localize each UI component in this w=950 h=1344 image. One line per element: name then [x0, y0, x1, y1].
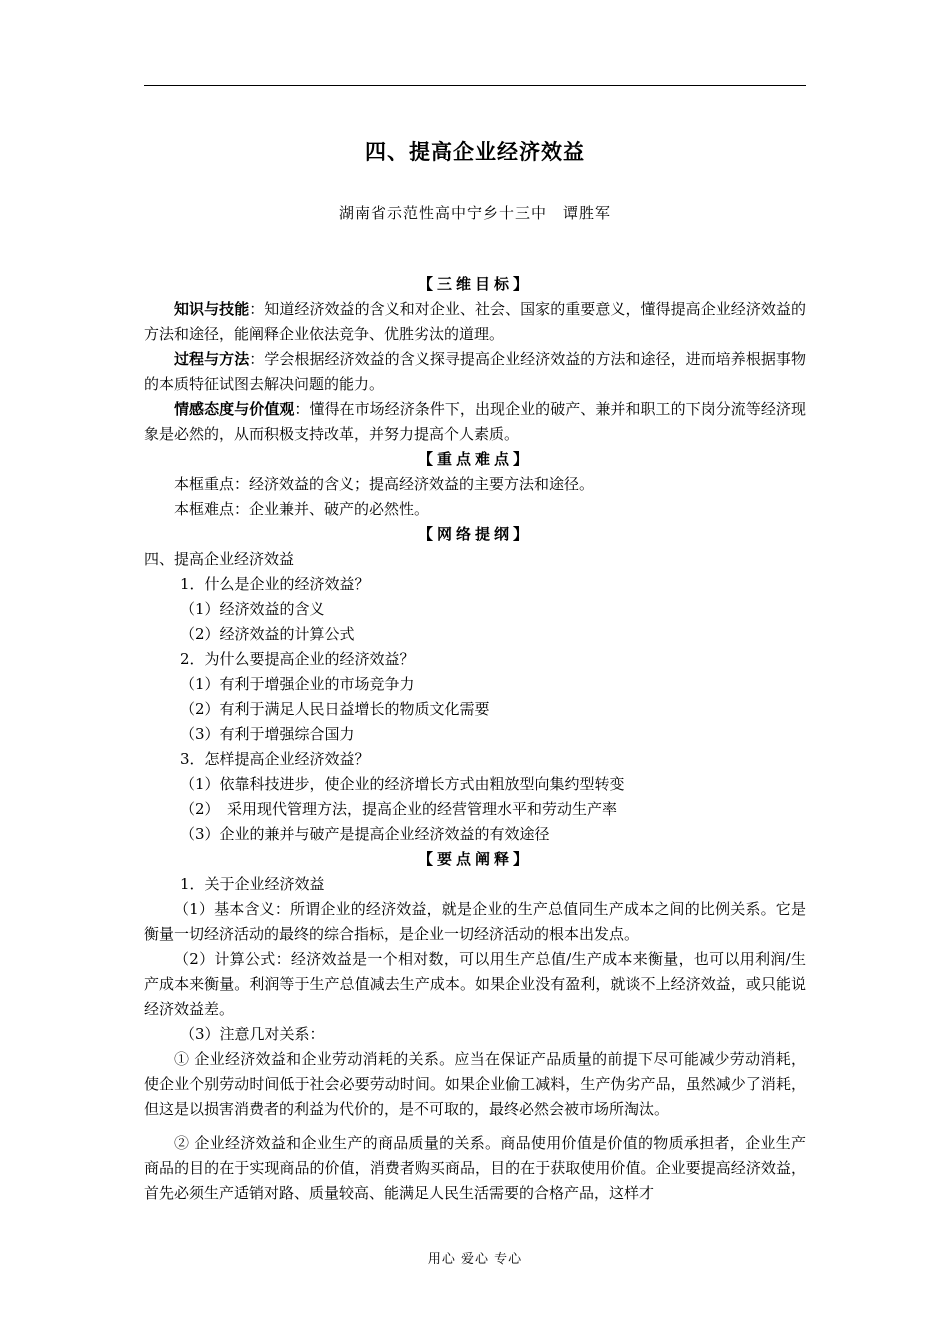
goal-knowledge — [144, 297, 806, 347]
goal-emotion — [144, 397, 806, 447]
outline-item: 2．为什么要提高企业的经济效益？ — [180, 650, 415, 668]
goal-process — [144, 347, 806, 397]
goal-knowledge-label: 知识与技能 — [174, 300, 250, 318]
outline-heading: 四、提高企业经济效益 — [144, 550, 295, 568]
explanation-paragraph: ② 企业经济效益和企业生产的商品质量的关系。商品使用价值是价值的物质承担者，企业生产商品的目的在于实现商品的价值，消费者购买商品，目的在于获取使用价值。企业要提高经济效益，首先必须生产适销对路、质量较高、能满足人民生活需要的合格产品，这样才 — [144, 1134, 806, 1202]
section-heading-goals: 【三维目标】 — [417, 275, 532, 293]
outline-item: 1．什么是企业的经济效益？ — [180, 575, 370, 593]
paragraph-gap — [144, 1122, 806, 1131]
explanation-paragraph: （1）基本含义：所谓企业的经济效益，就是企业的生产总值同生产成本之间的比例关系。它是衡量一切经济活动的最终的综合指标，是企业一切经济活动的根本出发点。 — [144, 900, 806, 943]
outline-item: （2）有利于满足人民日益增长的物质文化需要 — [180, 700, 490, 718]
key-point-difficulty: 本框难点：企业兼并、破产的必然性。 — [174, 500, 430, 518]
section-heading-key-points: 【重点难点】 — [417, 450, 532, 468]
outline-item: （2） 采用现代管理方法，提高企业的经营管理水平和劳动生产率 — [180, 800, 618, 818]
header-rule — [144, 85, 806, 86]
section-heading-explanation: 【要点阐释】 — [417, 850, 532, 868]
section-heading-outline: 【网络提纲】 — [417, 525, 532, 543]
outline-item: （1）依靠科技进步，使企业的经济增长方式由粗放型向集约型转变 — [180, 775, 625, 793]
explanation-subheading: （3）注意几对关系： — [180, 1025, 325, 1043]
explanation-paragraph: ① 企业经济效益和企业劳动消耗的关系。应当在保证产品质量的前提下尽可能减少劳动消耗，使企业个别劳动时间低于社会必要劳动时间。如果企业偷工减料，生产伪劣产品，虽然减少了消耗，但这是以损害消费者的利益为代价的，是不可取的，最终必然会被市场所淘汰。 — [144, 1050, 806, 1118]
outline-item: （3）有利于增强综合国力 — [180, 725, 355, 743]
page-title: 四、提高企业经济效益 — [365, 139, 585, 164]
outline-item: （1）有利于增强企业的市场竞争力 — [180, 675, 415, 693]
author-line: 湖南省示范性高中宁乡十三中 谭胜军 — [338, 204, 611, 222]
goal-process-label: 过程与方法 — [174, 350, 250, 368]
goal-emotion-text: ：懂得在市场经济条件下，出现企业的破产、兼并和职工的下岗分流等经济现象是必然的，从而积极支持改革，并努力提高个人素质。 — [144, 400, 806, 443]
outline-item: （3）企业的兼并与破产是提高企业经济效益的有效途径 — [180, 825, 550, 843]
explanation-heading: 1．关于企业经济效益 — [180, 875, 325, 893]
goal-process-text: ：学会根据经济效益的含义探寻提高企业经济效益的方法和途径，进而培养根据事物的本质特征试图去解决问题的能力。 — [144, 350, 806, 393]
page-footer: 用心 爱心 专心 — [427, 1252, 523, 1267]
goal-emotion-label: 情感态度与价值观 — [174, 400, 295, 418]
explanation-paragraph: （2）计算公式：经济效益是一个相对数，可以用生产总值/生产成本来衡量，也可以用利润/生产成本来衡量。利润等于生产总值减去生产成本。如果企业没有盈利，就谈不上经济效益，或只能说经济效益差。 — [144, 950, 806, 1018]
goal-knowledge-text: ：知道经济效益的含义和对企业、社会、国家的重要意义，懂得提高企业经济效益的方法和途径，能阐释企业依法竞争、优胜劣汰的道理。 — [144, 300, 806, 343]
outline-item: （2）经济效益的计算公式 — [180, 625, 355, 643]
key-point-focus: 本框重点：经济效益的含义；提高经济效益的主要方法和途径。 — [174, 475, 595, 493]
document-body — [144, 272, 806, 1206]
outline-item: （1）经济效益的含义 — [180, 600, 325, 618]
outline-item: 3．怎样提高企业经济效益？ — [180, 750, 370, 768]
